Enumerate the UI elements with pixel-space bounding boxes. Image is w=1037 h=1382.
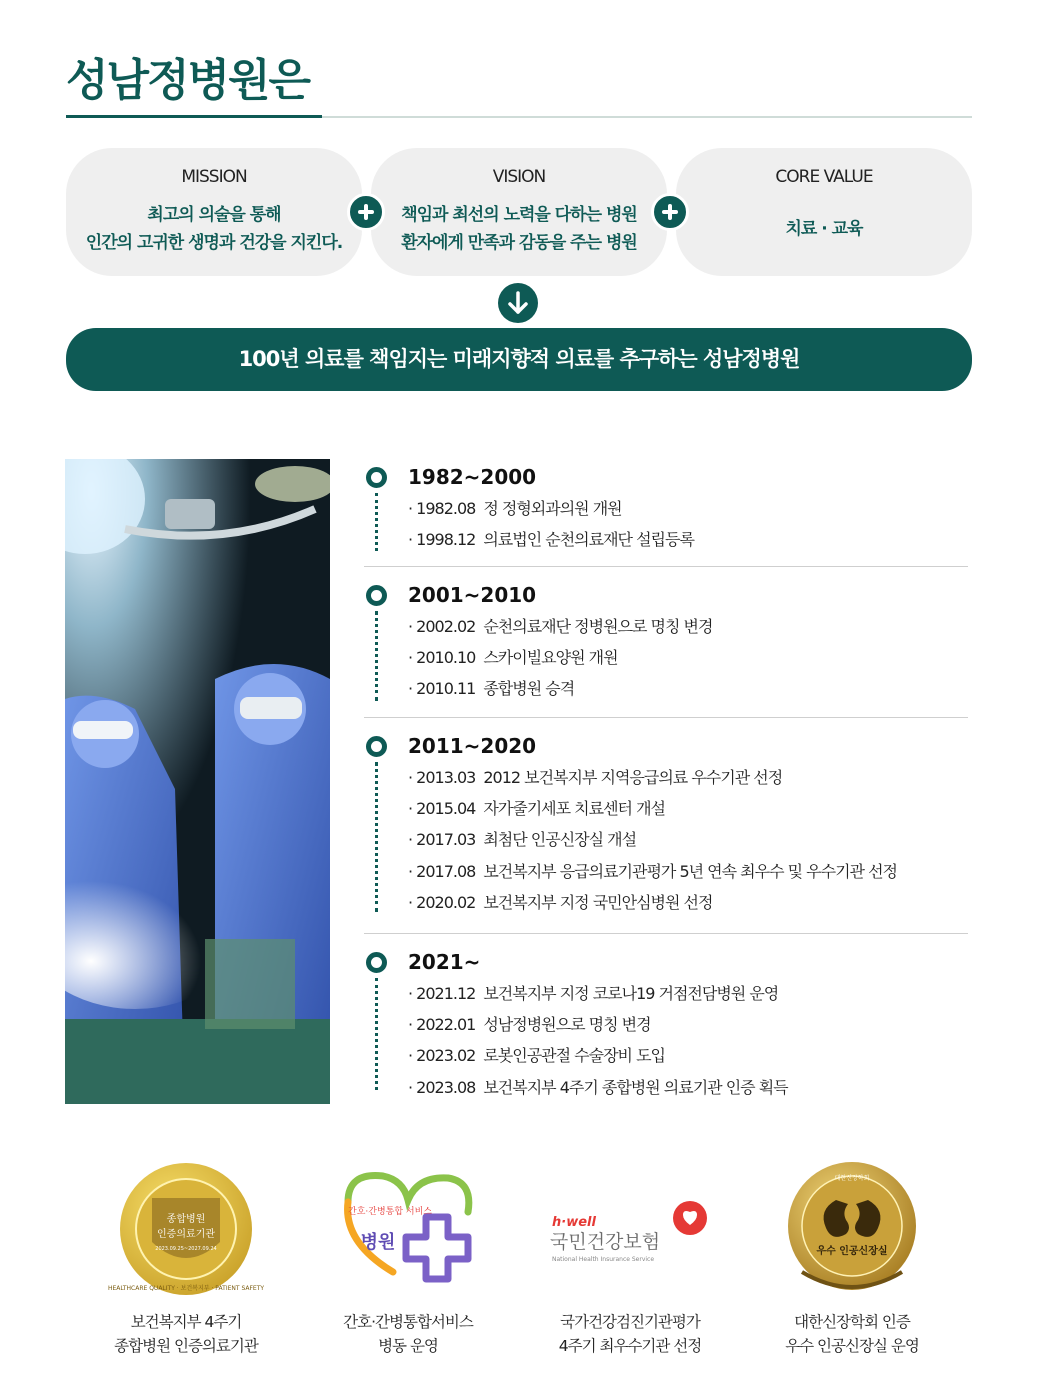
era-period: 2011~2020 <box>408 734 537 758</box>
timeline-dots <box>375 493 378 551</box>
svg-text:2023.09.25~2027.09.24: 2023.09.25~2027.09.24 <box>155 1246 217 1252</box>
arrow-down-icon <box>498 283 538 323</box>
surgery-photo <box>65 459 330 1104</box>
plus-icon <box>347 193 385 231</box>
badge-caption-line-2: 4주기 최우수기관 선정 <box>558 1337 702 1355</box>
era-separator <box>364 933 968 934</box>
page-title: 성남정병원은 <box>66 55 310 106</box>
vision-heading: VISION <box>492 167 546 187</box>
timeline-ring-icon <box>366 585 387 606</box>
history-item: · 2020.02 보건복지부 지정 국민안심병원 선정 <box>408 893 713 912</box>
history-item: · 1982.08 정 정형외과의원 개원 <box>408 499 622 518</box>
history-item: · 2010.11 종합병원 승격 <box>408 679 575 698</box>
vision-card <box>371 148 667 276</box>
mission-line-1: 최고의 의술을 통해 <box>147 205 281 225</box>
history-item: · 2002.02 순천의료재단 정병원으로 명칭 변경 <box>408 617 713 636</box>
badge-caption-line-1: 대한신장학회 인증 <box>794 1313 910 1331</box>
timeline-dots <box>375 611 378 701</box>
history-item: · 2017.08 보건복지부 응급의료기관평가 5년 연속 최우수 및 우수기관 선정 <box>408 862 897 881</box>
heart-cross-logo-icon <box>308 1162 508 1300</box>
svg-text:대한신장학회: 대한신장학회 <box>834 1175 870 1182</box>
history-item: · 2010.10 스카이빌요양원 개원 <box>408 648 618 667</box>
core-value-line: 치료 · 교육 <box>785 219 863 239</box>
mission-card <box>66 148 362 276</box>
core-value-card <box>676 148 972 276</box>
history-item: · 2023.02 로봇인공관절 수술장비 도입 <box>408 1046 665 1065</box>
badge-caption-line-2: 종합병원 인증의료기관 <box>114 1337 258 1355</box>
svg-text:HEALTHCARE QUALITY · 보건복지부 · P: HEALTHCARE QUALITY · 보건복지부 · PATIENT SAFETY <box>107 1285 265 1292</box>
mission-line-2: 인간의 고귀한 생명과 건강을 지킨다. <box>85 233 343 253</box>
core-value-heading: CORE VALUE <box>775 167 873 187</box>
svg-text:간호·간병통합 서비스: 간호·간병통합 서비스 <box>348 1207 432 1217</box>
history-item: · 2017.03 최첨단 인공신장실 개설 <box>408 830 637 849</box>
history-item: · 2022.01 성남정병원으로 명칭 변경 <box>408 1015 651 1034</box>
timeline-ring-icon <box>366 736 387 757</box>
svg-text:인증의료기관: 인증의료기관 <box>157 1229 215 1240</box>
timeline-ring-icon <box>366 467 387 488</box>
timeline-dots <box>375 762 378 912</box>
badge-caption-line-1: 보건복지부 4주기 <box>130 1313 242 1331</box>
history-item: · 1998.12 의료법인 순천의료재단 설립등록 <box>408 530 694 549</box>
era-separator <box>364 717 968 718</box>
history-item: · 2015.04 자가줄기세포 치료센터 개설 <box>408 799 665 818</box>
history-item: · 2021.12 보건복지부 지정 코로나19 거점전담병원 운영 <box>408 984 779 1003</box>
history-item: · 2023.08 보건복지부 4주기 종합병원 의료기관 인증 획득 <box>408 1078 788 1097</box>
svg-text:h·well: h·well <box>552 1215 596 1230</box>
svg-text:국민건강보험: 국민건강보험 <box>550 1231 661 1253</box>
timeline-ring-icon <box>366 952 387 973</box>
plus-icon <box>651 193 689 231</box>
mission-heading: MISSION <box>181 167 247 187</box>
vision-banner: 100년 의료를 책임지는 미래지향적 의료를 추구하는 성남정병원 <box>66 328 972 391</box>
svg-text:종합병원: 종합병원 <box>166 1214 206 1225</box>
title-divider-accent <box>66 115 322 118</box>
era-separator <box>364 566 968 567</box>
nhis-logo-icon <box>530 1162 730 1300</box>
timeline-dots <box>375 978 378 1090</box>
history-item: · 2013.03 2012 보건복지부 지역응급의료 우수기관 선정 <box>408 768 783 787</box>
badge-caption-line-2: 병동 운영 <box>378 1337 438 1355</box>
era-period: 1982~2000 <box>408 465 537 489</box>
badge-caption-line-2: 우수 인공신장실 운영 <box>785 1337 919 1355</box>
era-period: 2021~ <box>408 950 481 974</box>
accreditation-seal-icon <box>86 1162 286 1300</box>
vision-line-2: 환자에게 만족과 감동을 주는 병원 <box>401 233 637 253</box>
svg-text:우수 인공신장실: 우수 인공신장실 <box>816 1246 888 1257</box>
badge-caption-line-1: 간호·간병통합서비스 <box>343 1313 473 1331</box>
badge-caption-line-1: 국가건강검진기관평가 <box>560 1313 700 1331</box>
era-period: 2001~2010 <box>408 583 537 607</box>
svg-text:National Health Insurance Serv: National Health Insurance Service <box>552 1256 655 1263</box>
svg-text:병원: 병원 <box>360 1232 396 1253</box>
kidney-seal-icon <box>752 1162 952 1300</box>
vision-line-1: 책임과 최선의 노력을 다하는 병원 <box>401 205 637 225</box>
